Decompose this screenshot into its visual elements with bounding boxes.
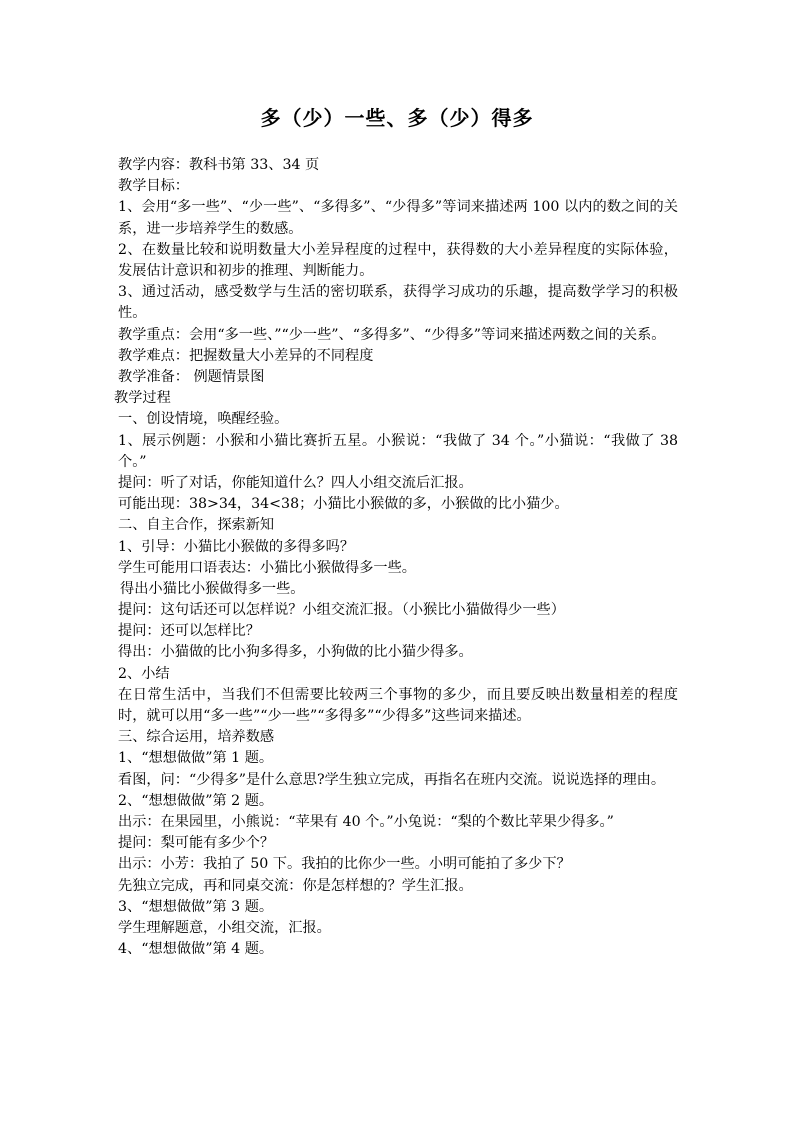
exercise-2-question: 提问：梨可能有多少个？ (118, 835, 275, 852)
question-line-3: 提问：还可以怎样比？ (118, 623, 260, 640)
exercise-3-text: 学生理解题意，小组交流，汇报。 (118, 919, 331, 936)
exercise-2-heading: 2、“想想做做”第 2 题。 (118, 792, 274, 809)
exercise-2-text: 出示：在果园里，小熊说：“苹果有 40 个。”小兔说：“梨的个数比苹果少得多。” (118, 814, 614, 830)
guide-line: 1、引导：小猫比小猴做的多得多吗？ (118, 538, 355, 555)
exercise-3-heading: 3、“想想做做”第 3 题。 (118, 898, 274, 915)
conclusion-line-1: 得出小猫比小猴做得多一些。 (120, 580, 305, 597)
section-1-heading: 一、创设情境，唤醒经验。 (118, 411, 289, 428)
summary-paragraph: 在日常生活中，当我们不但需要比较两三个事物的多少，而且要反映出数量相差的程度时，就可以用“多一些”“少一些”“多得多”“少得多”这些词来描述。 (118, 686, 678, 725)
possible-answer-line: 可能出现：38>34，34<38；小猫比小猴做的多，小猴做的比小猫少。 (118, 496, 569, 513)
document-title: 多（少）一些、多（少）得多 (260, 106, 534, 130)
exercise-2-discuss: 先独立完成，再和同桌交流：你是怎样想的？学生汇报。 (118, 877, 473, 894)
section-2-heading: 二、自主合作，探索新知 (118, 517, 275, 534)
teaching-content-line: 教学内容：教科书第 33、34 页 (118, 157, 320, 173)
goal-item-2: 2、在数量比较和说明数量大小差异程度的过程中，获得数的大小差异程度的实际体验，发展估计意识和初步的推理、判断能力。 (118, 241, 678, 279)
example-dialogue: 1、展示例题：小猴和小猫比赛折五星。小猴说：“我做了 34 个。”小猫说：“我做了 38 个。” (118, 432, 678, 470)
teaching-goals-heading: 教学目标： (118, 178, 189, 195)
question-line: 提问：听了对话，你能知道什么？四人小组交流后汇报。 (118, 474, 473, 491)
exercise-1-heading: 1、“想想做做”第 1 题。 (118, 750, 274, 767)
teaching-preparation: 教学准备： 例题情景图 (118, 368, 265, 385)
question-line-2: 提问：这句话还可以怎样说？小组交流汇报。（小猴比小猫做得少一些） (118, 602, 565, 619)
student-expression-line: 学生可能用口语表达：小猫比小猴做得多一些。 (118, 559, 416, 576)
goal-item-3: 3、通过活动，感受数学与生活的密切联系，获得学习成功的乐趣，提高数学学习的积极性。 (118, 284, 678, 322)
goal-item-1: 1、会用“多一些”、“少一些”、“多得多”、“少得多”等词来描述两 100 以内的数之间的关系，进一步培养学生的数感。 (118, 199, 678, 237)
section-3-heading: 三、综合运用，培养数感 (118, 729, 275, 746)
exercise-4-heading: 4、“想想做做”第 4 题。 (118, 941, 274, 958)
teaching-process-heading: 教学过程 (114, 390, 171, 407)
exercise-2-show: 出示：小芳：我拍了 50 下。我拍的比你少一些。小明可能拍了多少下？ (118, 856, 571, 873)
teaching-focus: 教学重点：会用“多一些、”“少一些”、“多得多”、“少得多”等词来描述两数之间的关系。 (118, 326, 666, 343)
exercise-1-text: 看图，问：“少得多”是什么意思?学生独立完成，再指名在班内交流。说说选择的理由。 (118, 771, 666, 788)
summary-heading: 2、小结 (118, 665, 170, 682)
document-body (114, 155, 678, 960)
teaching-difficulty: 教学难点：把握数量大小差异的不同程度 (118, 347, 374, 364)
conclusion-line-2: 得出：小猫做的比小狗多得多，小狗做的比小猫少得多。 (118, 644, 473, 661)
